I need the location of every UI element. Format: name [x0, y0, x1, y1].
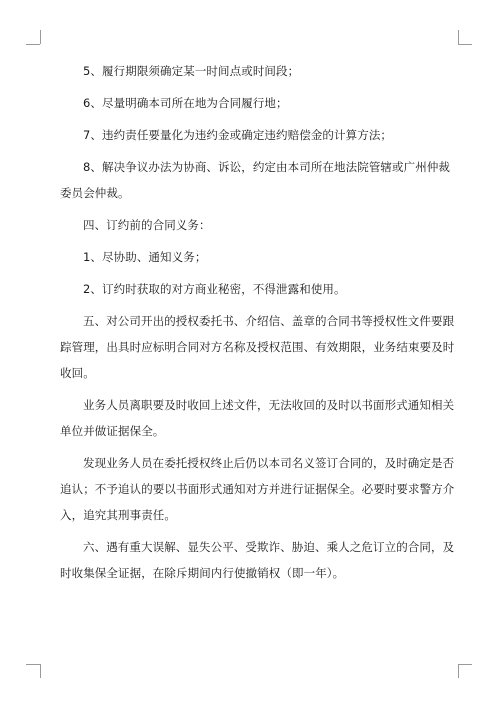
paragraph-duty-1: 1、尽协助、通知义务；: [83, 250, 207, 264]
paragraph-item-8: 8、解决争议办法为协商、诉讼，约定由本司所在地法院管辖或广州仲裁委员会仲裁。: [60, 160, 451, 200]
section-paragraph-5: 五、对公司开出的授权委托书、介绍信、盖章的合同书等授权性文件要跟踪管理，出具时应标明合同对方名称及授权范围、有效期限，业务结束要及时收回。: [60, 314, 455, 380]
paragraph-unauthorized-contract: 发现业务人员在委托授权终止后仍以本司名义签订合同的，及时确定是否追认；不予追认的要以书面形式通知对方并进行证据保全。必要时要求警方介入，追究其刑事责任。: [60, 456, 455, 522]
paragraph-item-6: 6、尽量明确本司所在地为合同履行地；: [83, 96, 288, 110]
paragraph-item-5: 5、履行期限须确定某一时间点或时间段；: [83, 64, 300, 78]
paragraph-resignation: 业务人员离职要及时收回上述文件，无法收回的及时以书面形式通知相关单位并做证据保全。: [60, 398, 455, 438]
paragraph-duty-2: 2、订约时获取的对方商业秘密，不得泄露和使用。: [83, 282, 346, 296]
paragraph-item-7: 7、违约责任要量化为违约金或确定违约赔偿金的计算方法；: [83, 128, 393, 142]
section-paragraph-6: 六、遇有重大误解、显失公平、受欺诈、胁迫、乘人之危订立的合同，及时收集保全证据，在除斥期间内行使撤销权（即一年）。: [60, 540, 455, 580]
document-body: [60, 58, 460, 592]
section-heading-4: 四、订约前的合同义务：: [83, 218, 211, 232]
